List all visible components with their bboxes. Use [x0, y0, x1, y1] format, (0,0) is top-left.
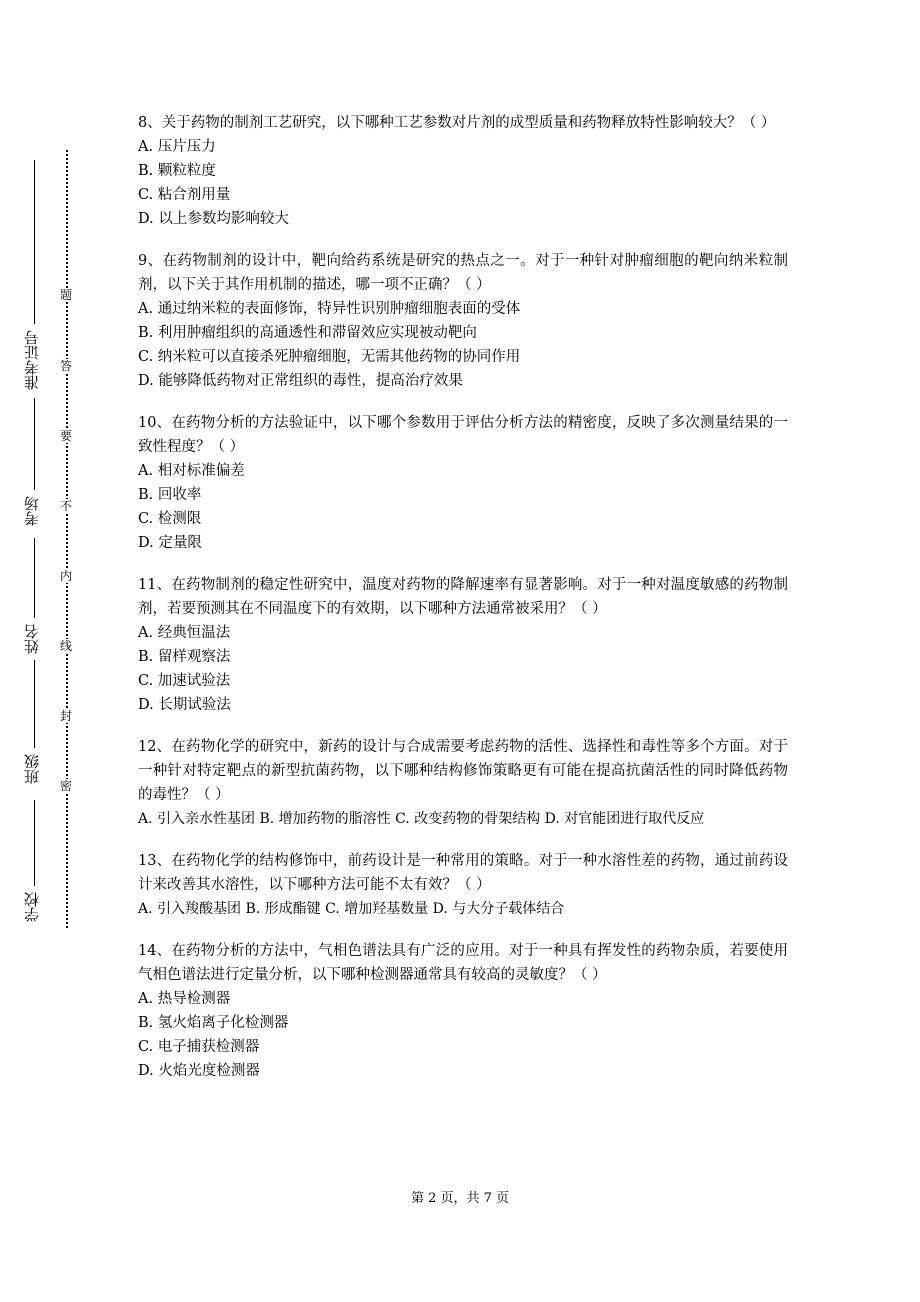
question-9 — [138, 249, 788, 393]
option-d: D. 以上参数均影响较大 — [138, 211, 289, 227]
option-a: A. 相对标准偏差 — [138, 463, 245, 479]
option-d: D. 能够降低药物对正常组织的毒性，提高治疗效果 — [138, 373, 463, 389]
option-b: B. 回收率 — [138, 487, 202, 503]
question-stem: 11、在药物制剂的稳定性研究中，温度对药物的降解速率有显著影响。对于一种对温度敏感的药物制剂，若要预测其在不同温度下的有效期，以下哪种方法通常被采用？（ ） — [138, 577, 788, 617]
question-stem: 8、关于药物的制剂工艺研究，以下哪种工艺参数对片剂的成型质量和药物释放特性影响较大？（ ） — [138, 115, 776, 131]
option-a: A. 热导检测器 — [138, 991, 231, 1007]
options-inline: A. 引入羧酸基团 B. 形成酯键 C. 增加羟基数量 D. 与大分子载体结合 — [138, 901, 565, 917]
field-name — [20, 538, 44, 654]
field-label: 准考证号 — [23, 330, 41, 390]
question-12 — [138, 735, 788, 831]
question-stem: 14、在药物分析的方法中，气相色谱法具有广泛的应用。对于一种具有挥发性的药物杂质，若要使用气相色谱法进行定量分析，以下哪种检测器通常具有较高的灵敏度？（ ） — [138, 943, 788, 983]
field-exam-room — [20, 398, 44, 526]
option-c: C. 电子捕获检测器 — [138, 1039, 260, 1055]
seal-char: 要 — [59, 429, 72, 443]
option-c: C. 纳米粒可以直接杀死肿瘤细胞，无需其他药物的协同作用 — [138, 349, 521, 365]
field-label: 班级 — [23, 754, 41, 784]
seal-char: 线 — [59, 639, 72, 653]
question-14 — [138, 939, 788, 1083]
option-a: A. 通过纳米粒的表面修饰，特异性识别肿瘤细胞表面的受体 — [138, 301, 521, 317]
field-label: 姓名 — [23, 624, 41, 654]
field-underline — [34, 398, 35, 490]
options-inline: A. 引入亲水性基团 B. 增加药物的脂溶性 C. 改变药物的骨架结构 D. 对官能团进行取代反应 — [138, 811, 705, 827]
field-exam-no — [20, 160, 44, 390]
question-10 — [138, 411, 788, 555]
option-a: A. 经典恒温法 — [138, 625, 231, 641]
option-c: C. 粘合剂用量 — [138, 187, 231, 203]
option-c: C. 检测限 — [138, 511, 202, 527]
field-underline — [34, 160, 35, 324]
field-underline — [34, 538, 35, 618]
option-d: D. 长期试验法 — [138, 697, 231, 713]
question-11 — [138, 573, 788, 717]
question-list — [138, 111, 788, 1101]
field-label: 考场 — [23, 496, 41, 526]
question-8 — [138, 111, 788, 231]
question-stem: 10、在药物分析的方法验证中，以下哪个参数用于评估分析方法的精密度，反映了多次测量结果的一致性程度？（ ） — [138, 415, 788, 455]
question-stem: 13、在药物化学的结构修饰中，前药设计是一种常用的策略。对于一种水溶性差的药物，通过前药设计来改善其水溶性，以下哪种方法可能不太有效？（ ） — [138, 853, 788, 893]
seal-char: 答 — [59, 359, 72, 373]
option-b: B. 氢火焰离子化检测器 — [138, 1015, 289, 1031]
option-d: D. 定量限 — [138, 535, 202, 551]
field-label: 学校 — [23, 892, 41, 922]
option-c: C. 加速试验法 — [138, 673, 231, 689]
option-b: B. 利用肿瘤组织的高通透性和滞留效应实现被动靶向 — [138, 325, 477, 341]
seal-char: 内 — [59, 569, 72, 583]
seal-char: 不 — [59, 499, 72, 513]
field-underline — [34, 800, 35, 886]
question-stem: 9、在药物制剂的设计中，靶向给药系统是研究的热点之一。对于一种针对肿瘤细胞的靶向纳米粒制剂，以下关于其作用机制的描述，哪一项不正确？（ ） — [138, 253, 788, 293]
option-a: A. 压片压力 — [138, 139, 216, 155]
question-stem: 12、在药物化学的研究中，新药的设计与合成需要考虑药物的活性、选择性和毒性等多个方面。对于一种针对特定靶点的新型抗菌药物，以下哪种结构修饰策略更有可能在提高抗菌活性的同时降低药物的毒性？（ ） — [138, 739, 788, 803]
question-13 — [138, 849, 788, 921]
option-b: B. 留样观察法 — [138, 649, 231, 665]
option-d: D. 火焰光度检测器 — [138, 1063, 260, 1079]
field-school — [20, 800, 44, 922]
seal-char: 题 — [59, 288, 72, 302]
page-number: 第 2 页，共 7 页 — [410, 1191, 510, 1206]
option-b: B. 颗粒粒度 — [138, 163, 216, 179]
seal-dotted-line — [66, 150, 68, 928]
seal-char: 密 — [59, 779, 72, 793]
field-class — [20, 660, 44, 784]
field-underline — [34, 660, 35, 748]
seal-char: 封 — [59, 709, 72, 723]
